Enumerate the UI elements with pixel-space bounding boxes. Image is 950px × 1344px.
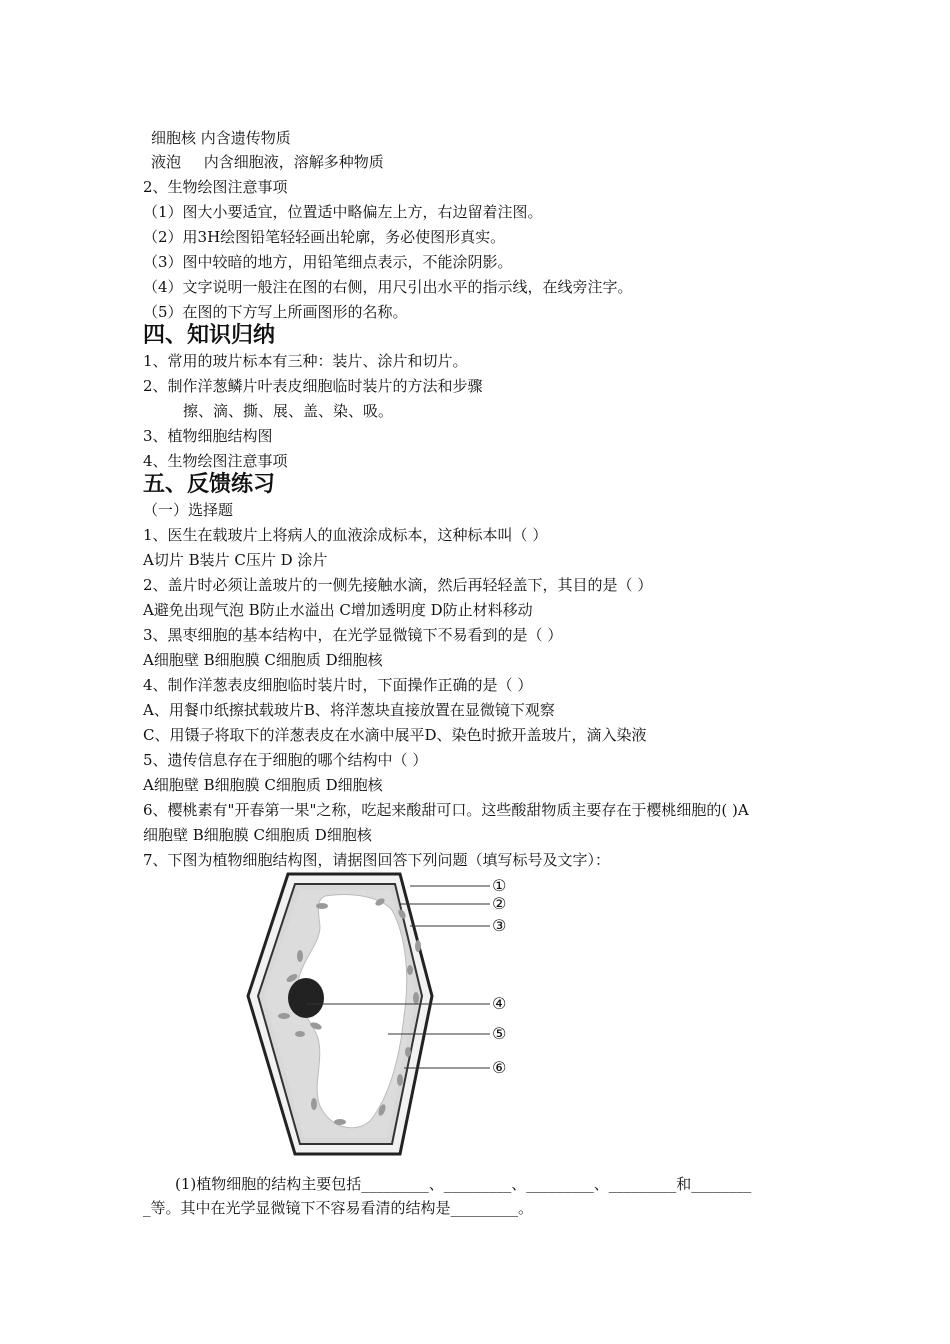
practice-subheading: （一）选择题 [143,501,234,519]
label-6: ⑥ [492,1058,507,1077]
question-6-options: 细胞壁 B细胞膜 C细胞质 D细胞核 [143,826,372,844]
question-1: 1、医生在载玻片上将病人的血液涂成标本，这种标本叫（ ） [143,526,548,544]
vacuole-desc: 内含细胞液，溶解多种物质 [203,153,384,171]
drawing-note-3: （3）图中较暗的地方，用铅笔细点表示，不能涂阴影。 [143,253,513,271]
label-1: ① [492,876,507,895]
summary-item-3: 3、植物细胞结构图 [143,427,273,445]
summary-item-steps: 擦、滴、撕、展、盖、染、吸。 [183,402,394,420]
drawing-note-5: （5）在图的下方写上所画图形的名称。 [143,303,408,321]
question-5: 5、遗传信息存在于细胞的哪个结构中（ ） [143,751,428,769]
question-3-options: A细胞壁 B细胞膜 C细胞质 D细胞核 [143,651,383,669]
question-3: 3、黑枣细胞的基本结构中，在光学显微镜下不易看到的是（ ） [143,626,563,644]
plant-cell-diagram [240,866,530,1162]
summary-item-2: 2、制作洋葱鳞片叶表皮细胞临时装片的方法和步骤 [143,377,483,395]
question-7: 7、下图为植物细胞结构图，请据图回答下列问题（填写标号及文字）： [143,851,611,869]
question-4-options-ab: A、用餐巾纸擦拭载玻片B、将洋葱块直接放置在显微镜下观察 [143,701,555,719]
vacuole-line [151,152,384,172]
nucleus-line [151,128,291,148]
question-2: 2、盖片时必须让盖玻片的一侧先接触水滴，然后再轻轻盖下，其目的是（ ） [143,576,653,594]
fill-in-line-1: (1)植物细胞的结构主要包括_________、_________、_________、_________和________ [175,1175,752,1193]
summary-item-4: 4、生物绘图注意事项 [143,452,288,470]
question-2-options: A避免出现气泡 B防止水溢出 C增加透明度 D防止材料移动 [143,601,533,619]
question-4: 4、制作洋葱表皮细胞临时装片时，下面操作正确的是（ ） [143,676,533,694]
label-3: ③ [492,916,507,935]
drawing-note-1: （1）图大小要适宜，位置适中略偏左上方，右边留着注图。 [143,203,543,221]
nucleus-name: 细胞核 [151,129,197,147]
drawing-note-2: （2）用3H绘图铅笔轻轻画出轮廓，务必使图形真实。 [143,228,506,246]
question-1-options: A切片 B装片 C压片 D 涂片 [143,551,328,569]
vacuole-name: 液泡 [151,153,182,171]
question-5-options: A细胞壁 B细胞膜 C细胞质 D细胞核 [143,776,383,794]
nucleus-desc: 内含遗传物质 [200,129,291,147]
question-4-options-cd: C、用镊子将取下的洋葱表皮在水滴中展平D、染色时掀开盖玻片，滴入染液 [143,726,647,744]
drawing-notes-title: 2、生物绘图注意事项 [143,178,288,196]
question-6: 6、樱桃素有"开春第一果"之称，吃起来酸甜可口。这些酸甜物质主要存在于樱桃细胞的( )A [143,801,749,819]
label-5: ⑤ [492,1024,507,1043]
summary-heading: 四、知识归纳 [143,323,276,348]
label-2: ② [492,894,507,913]
summary-item-1: 1、常用的玻片标本有三种：装片、涂片和切片。 [143,352,468,370]
label-4: ④ [492,994,507,1013]
practice-heading: 五、反馈练习 [143,472,276,497]
nucleus [288,978,324,1018]
drawing-note-4: （4）文字说明一般注在图的右侧，用尺引出水平的指示线，在线旁注字。 [143,278,633,296]
fill-in-line-2: _等。其中在光学显微镜下不容易看清的结构是_________。 [143,1199,534,1217]
